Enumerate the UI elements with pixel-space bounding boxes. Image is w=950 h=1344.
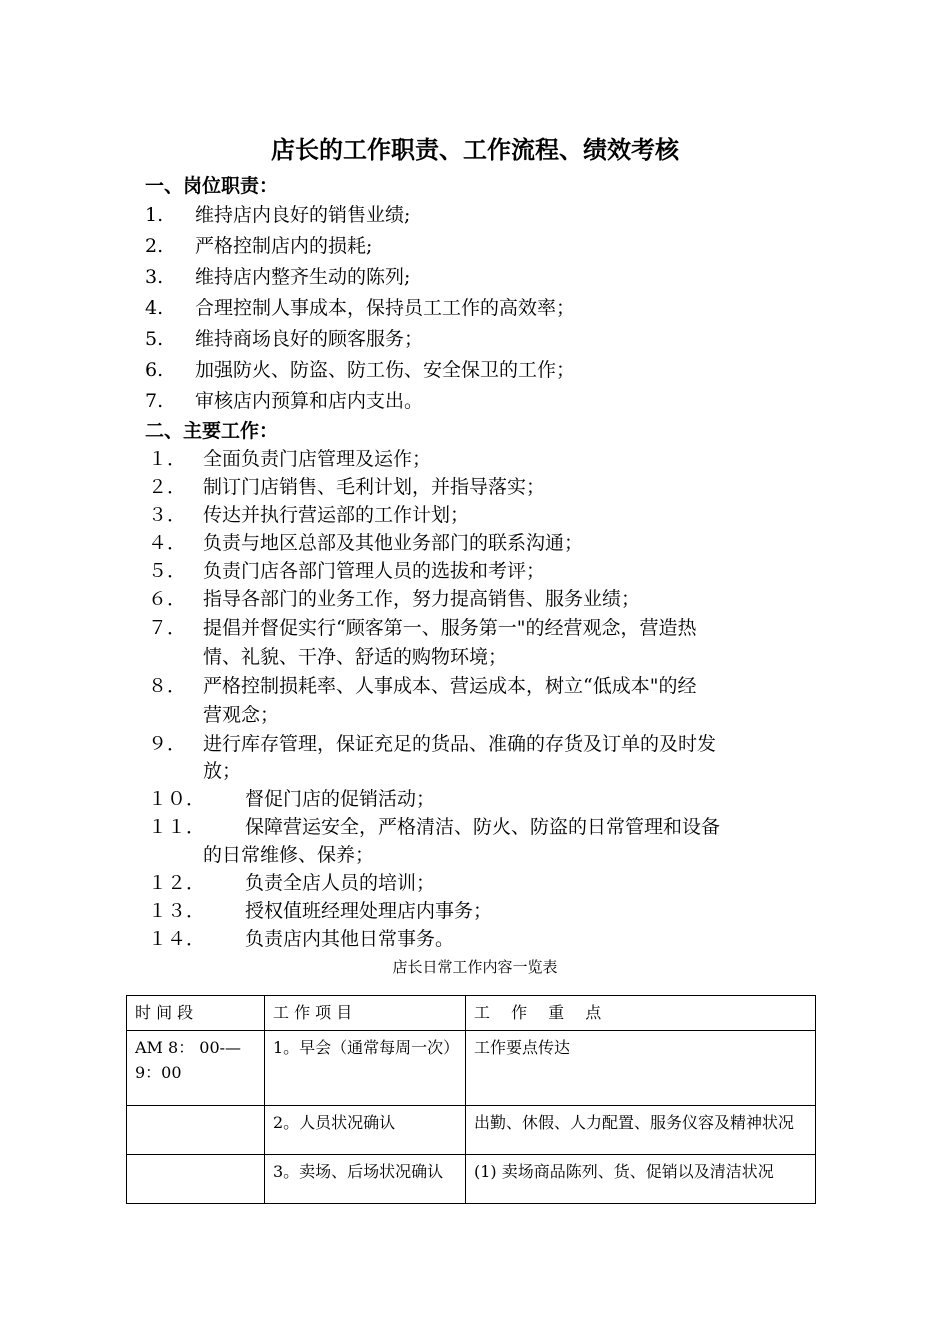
item-text: 维持店内整齐生动的陈列; <box>195 266 411 288</box>
item-text: 合理控制人事成本，保持员工工作的高效率； <box>195 297 576 319</box>
table-header-row <box>127 996 816 1031</box>
item-text: 维持商场良好的顾客服务； <box>195 328 424 350</box>
item-text: 负责店内其他日常事务。 <box>245 928 455 950</box>
table-header-cell: 工 作 项 目 <box>265 996 466 1031</box>
table-cell: 工作要点传达 <box>466 1031 816 1106</box>
daily-work-table <box>126 995 816 1204</box>
table-cell: AM 8： 00-—9：00 <box>127 1031 265 1106</box>
item-text-continued: 情、礼貌、干净、舒适的购物环境； <box>203 646 508 668</box>
item-number: １３． <box>148 900 206 922</box>
item-number: 6. <box>145 359 164 381</box>
item-text: 进行库存管理，保证充足的货品、准确的存货及订单的及时发 <box>203 733 717 755</box>
item-text: 严格控制损耗率、人事成本、营运成本，树立“低成本"的经 <box>203 675 697 697</box>
table-row <box>127 1031 816 1106</box>
item-number: １２． <box>148 872 206 894</box>
table-header-cell: 时 间 段 <box>127 996 265 1031</box>
item-text: 督促门店的促销活动； <box>245 788 436 810</box>
item-text: 加强防火、防盗、防工伤、安全保卫的工作； <box>195 359 576 381</box>
item-number: ２． <box>148 476 187 498</box>
item-number: 2. <box>145 235 164 257</box>
table-cell: 3。卖场、后场状况确认 <box>265 1155 466 1204</box>
table-cell: (1) 卖场商品陈列、货、促销以及清洁状况 <box>466 1155 816 1204</box>
section-heading-duties: 一、岗位职责： <box>145 175 279 197</box>
item-number: ８． <box>148 675 187 697</box>
item-number: 3. <box>145 266 164 288</box>
page-title: 店长的工作职责、工作流程、绩效考核 <box>271 135 679 164</box>
item-number: ７． <box>148 617 187 639</box>
item-text: 负责与地区总部及其他业务部门的联系沟通； <box>203 532 584 554</box>
item-text: 负责全店人员的培训； <box>245 872 436 894</box>
table-header-cell: 工 作 重 点 <box>466 996 816 1031</box>
item-number: 7. <box>145 390 164 412</box>
section-heading-main-work: 二、主要工作： <box>145 420 279 442</box>
item-number: １１． <box>148 816 206 838</box>
item-text: 提倡并督促实行“顾客第一、服务第一"的经营观念，营造热 <box>203 617 697 639</box>
item-text: 授权值班经理处理店内事务； <box>245 900 493 922</box>
item-number: ４． <box>148 532 187 554</box>
item-text: 严格控制店内的损耗; <box>195 235 373 257</box>
table-cell <box>127 1106 265 1155</box>
table-cell: 2。人员状况确认 <box>265 1106 466 1155</box>
table-cell <box>127 1155 265 1204</box>
item-number: １０． <box>148 788 206 810</box>
item-number: １． <box>148 448 187 470</box>
item-number: １４． <box>148 928 206 950</box>
item-number: ９． <box>148 733 187 755</box>
item-number: 5. <box>145 328 164 350</box>
item-number: 4. <box>145 297 164 319</box>
item-text: 全面负责门店管理及运作； <box>203 448 432 470</box>
item-number: 1. <box>145 204 164 226</box>
table-cell: 1。早会（通常每周一次） <box>265 1031 466 1106</box>
item-text-continued: 营观念； <box>203 704 280 726</box>
item-number: ３． <box>148 504 187 526</box>
table-cell: 出勤、休假、人力配置、服务仪容及精神状况 <box>466 1106 816 1155</box>
table-row <box>127 1155 816 1204</box>
item-number: ５． <box>148 560 187 582</box>
table-caption: 店长日常工作内容一览表 <box>392 958 558 976</box>
item-text: 审核店内预算和店内支出。 <box>195 390 424 412</box>
item-text: 维持店内良好的销售业绩; <box>195 204 411 226</box>
table-row <box>127 1106 816 1155</box>
item-text: 指导各部门的业务工作，努力提高销售、服务业绩； <box>203 588 641 610</box>
item-text: 保障营运安全，严格清洁、防火、防盗的日常管理和设备 <box>245 816 721 838</box>
item-text-continued: 放； <box>203 760 242 782</box>
item-text: 制订门店销售、毛利计划，并指导落实； <box>203 476 546 498</box>
item-text: 传达并执行营运部的工作计划； <box>203 504 470 526</box>
item-text-continued: 的日常维修、保养； <box>203 844 375 866</box>
item-text: 负责门店各部门管理人员的选拔和考评； <box>203 560 546 582</box>
item-number: ６． <box>148 588 187 610</box>
